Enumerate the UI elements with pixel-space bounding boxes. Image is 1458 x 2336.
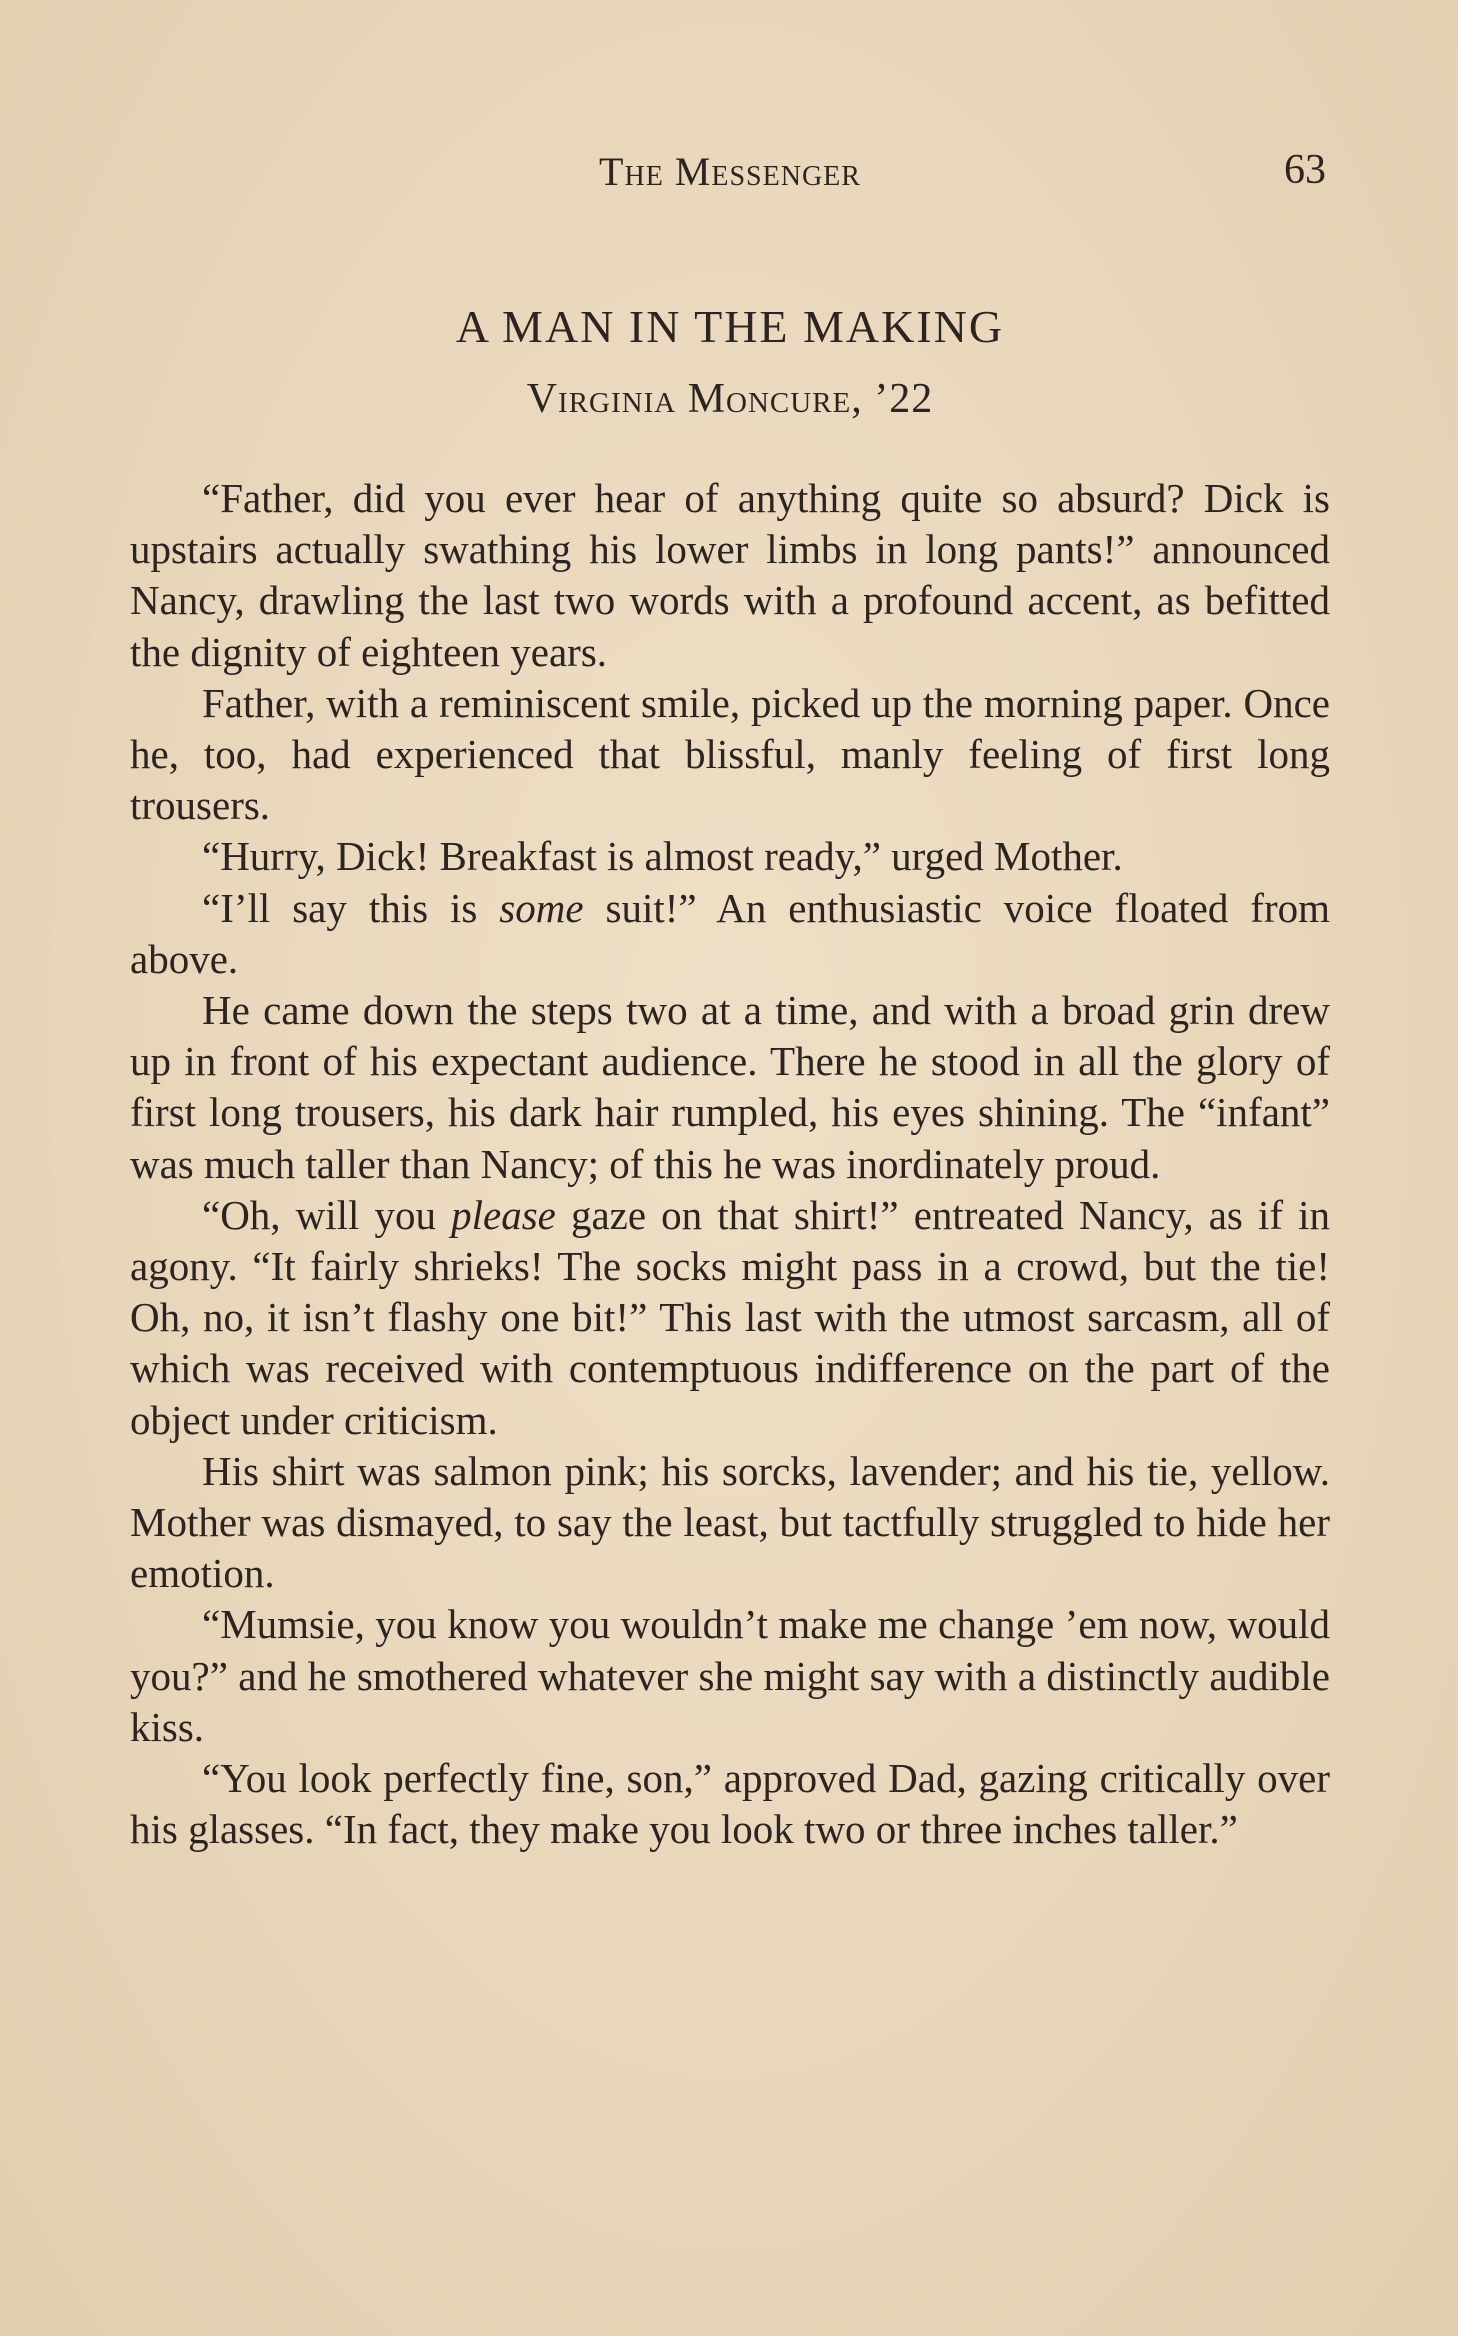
paragraph: He came down the steps two at a time, and with a broad grin drew up in front of his expectant audience. There he stood in all the glory of first long trousers, his dark hair rumpled, his eyes shining. The “infant” was much taller than Nancy; of this he was inordinately proud. bbox=[130, 987, 1330, 1187]
author-byline: Virginia Moncure, ’22 bbox=[526, 376, 934, 422]
paragraph: Father, with a reminiscent smile, picked up the morning paper. Once he, too, had experienced that blissful, manly feeling of first long trousers. bbox=[130, 679, 1330, 829]
paragraph: “I’ll say this is some suit!” An enthusiastic voice floated from above. bbox=[130, 884, 1330, 982]
story-body bbox=[130, 473, 1330, 1855]
paragraph: “Hurry, Dick! Breakfast is almost ready,” urged Mother. bbox=[202, 833, 1123, 880]
paragraph: His shirt was salmon pink; his sorcks, lavender; and his tie, yellow. Mother was dismayed, to say the least, but tactfully struggled to hide her emotion. bbox=[130, 1447, 1330, 1597]
page-number: 63 bbox=[1284, 147, 1326, 193]
running-head bbox=[130, 140, 1330, 200]
paragraph: “Oh, will you please gaze on that shirt!” entreated Nancy, as if in agony. “It fairly shrieks! The socks might pass in a crowd, but the tie! Oh, no, it isn’t flashy one bit!” This last with the utmost sarcasm, all of which was received with contemptuous indifference on the part of the object under criticism. bbox=[130, 1191, 1330, 1443]
story-title: A MAN IN THE MAKING bbox=[455, 301, 1005, 352]
paragraph: “Mumsie, you know you wouldn’t make me change ’em now, would you?” and he smothered whatever she might say with a distinctly audible kiss. bbox=[130, 1601, 1330, 1750]
running-title: The Messenger bbox=[599, 149, 861, 194]
book-page bbox=[130, 140, 1330, 1855]
emphasis: some bbox=[499, 884, 584, 931]
emphasis: please bbox=[451, 1191, 556, 1238]
paragraph: “You look perfectly fine, son,” approved Dad, gazing critically over his glasses. “In fact, they make you look two or three inches taller.” bbox=[130, 1755, 1330, 1853]
paragraph: “Father, did you ever hear of anything quite so absurd? Dick is upstairs actually swathing his lower limbs in long pants!” announced Nancy, drawling the last two words with a profound accent, as befitted the dignity of eighteen years. bbox=[130, 475, 1330, 675]
